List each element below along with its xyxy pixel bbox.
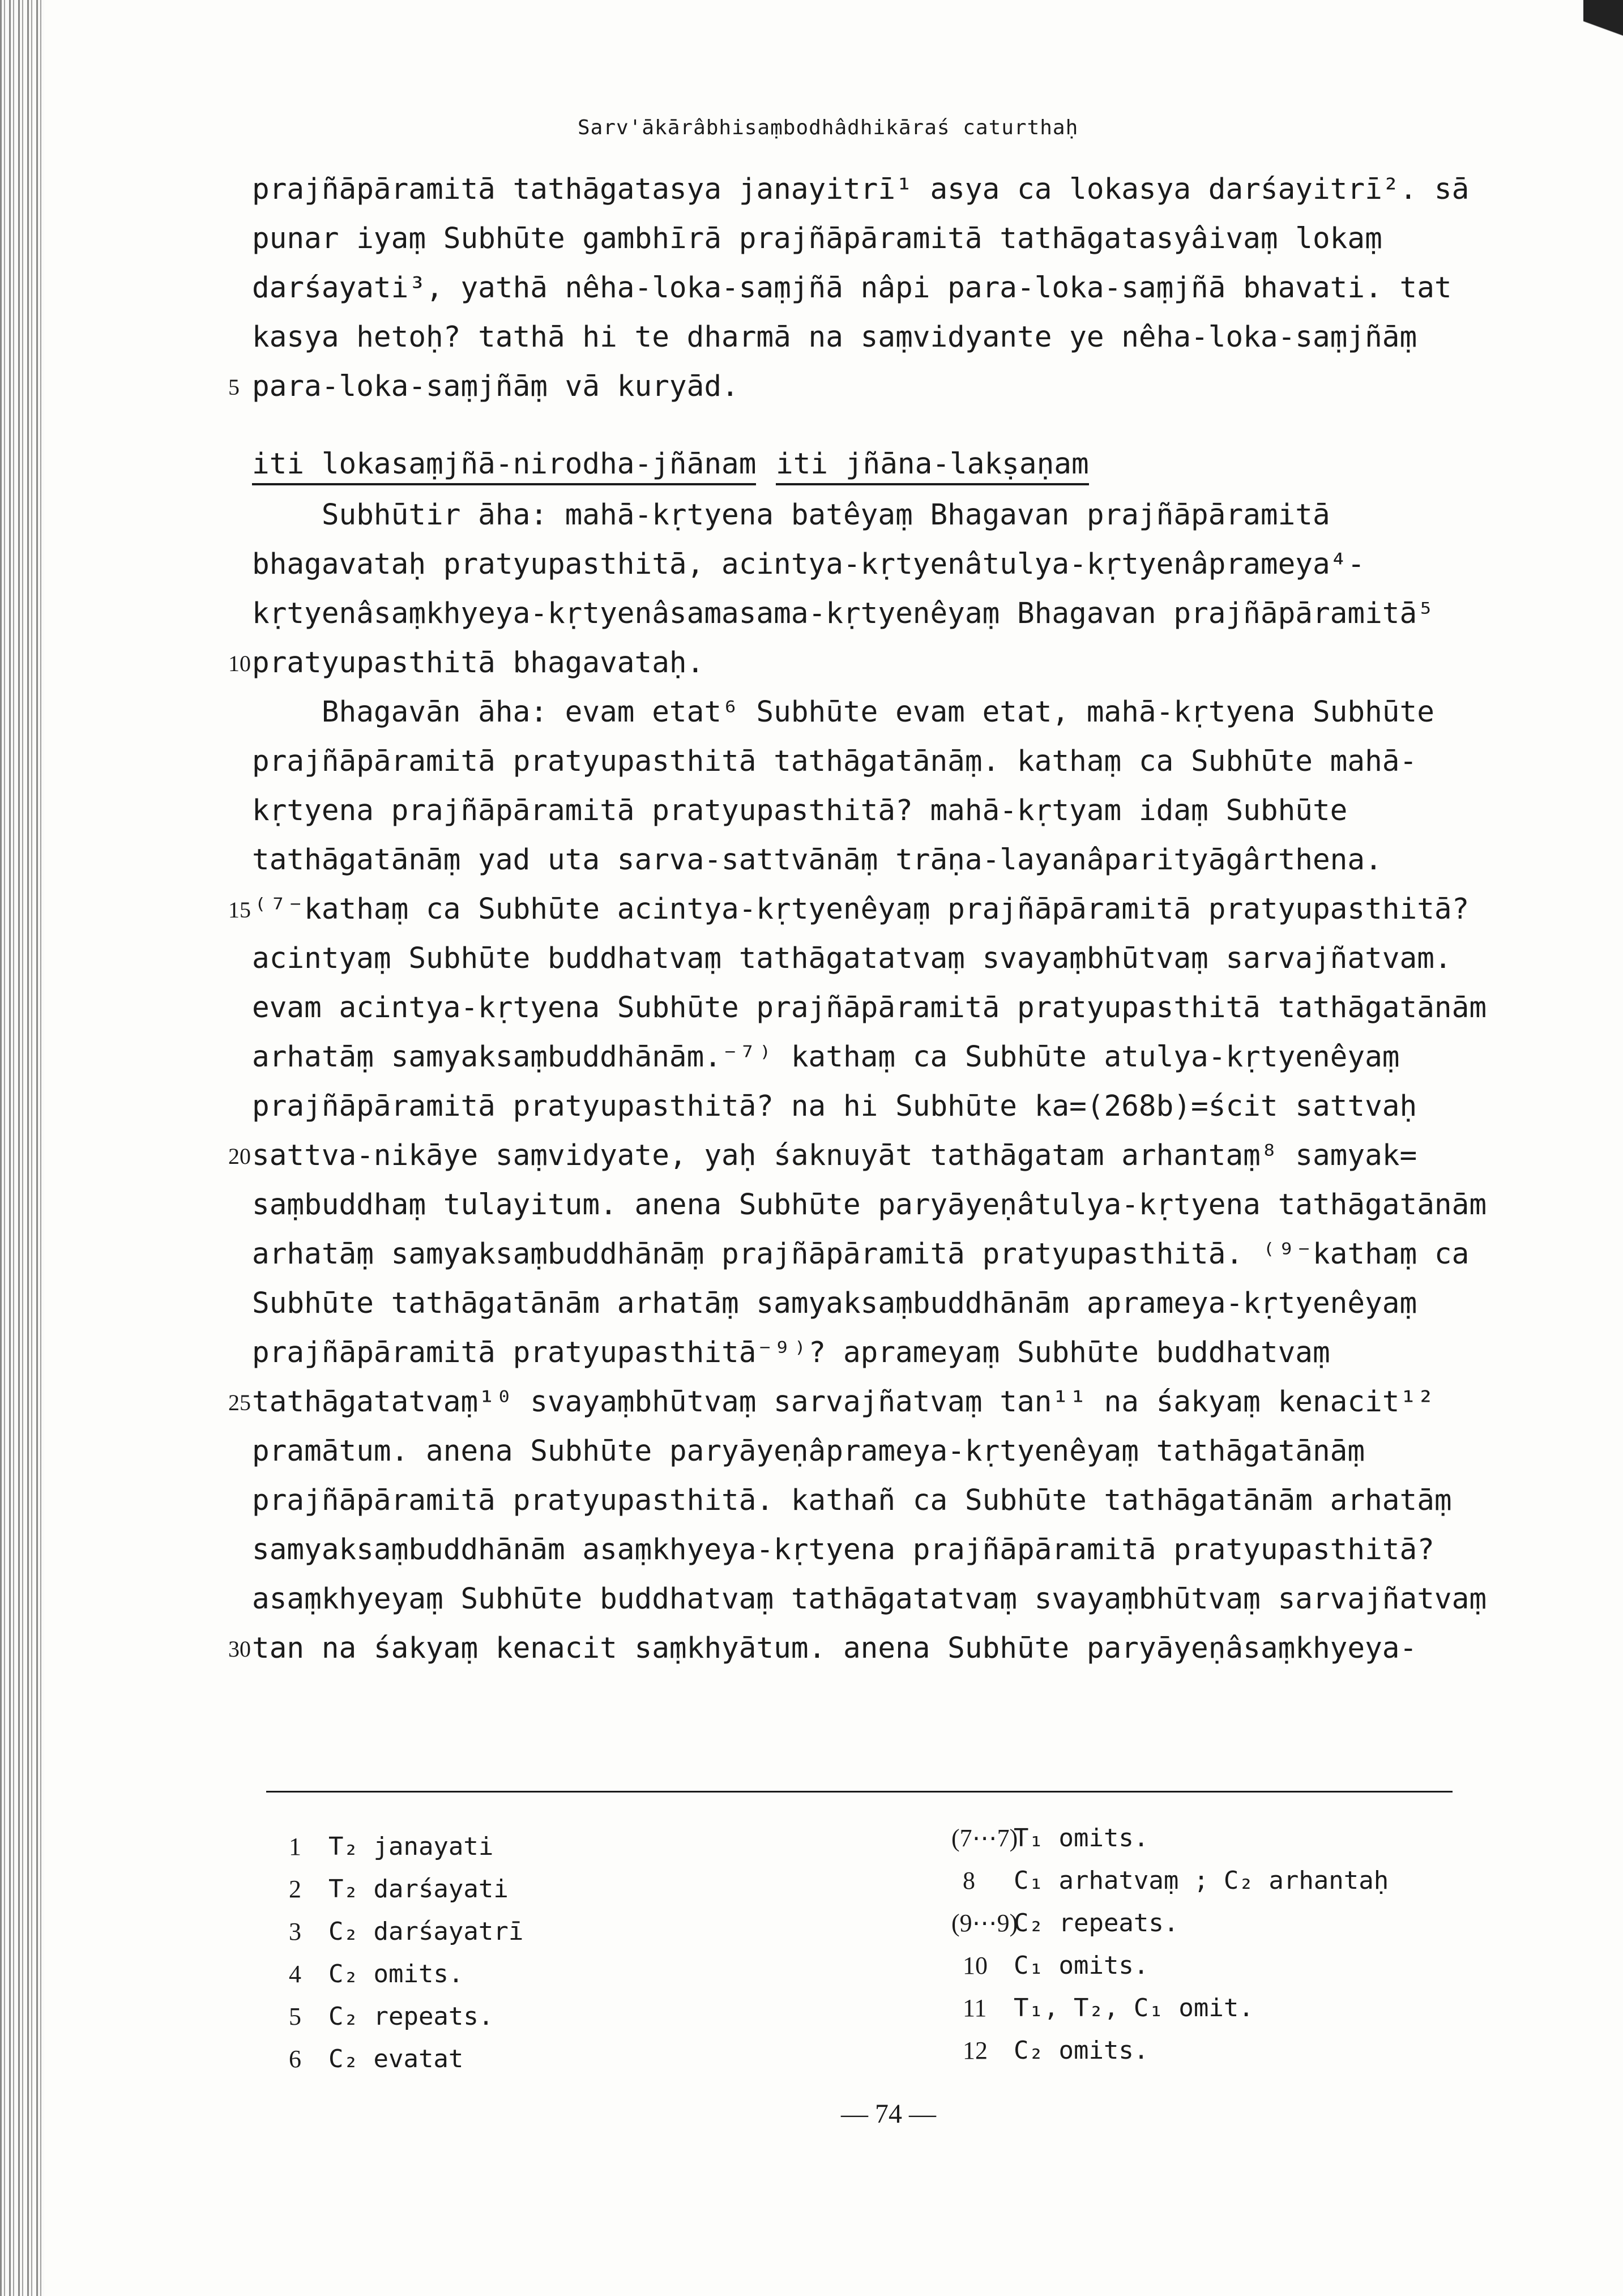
scan-corner-shadow (1583, 0, 1623, 74)
text-line: prajñāpāramitā pratyupasthitā tathāgatānāṃ. kathaṃ ca Subhūte mahā- (252, 745, 1417, 778)
text-line: Subhūte tathāgatānām arhatāṃ samyaksaṃbuddhānām aprameya-kṛtyenêyaṃ (252, 1287, 1417, 1320)
text-line: prajñāpāramitā pratyupasthitā? na hi Subhūte ka=(268b)=ścit sattvaḥ (252, 1090, 1417, 1123)
line-number: 30 (228, 1636, 251, 1662)
footnote: 8 C₁ arhatvaṃ ; C₂ arhantaḥ (963, 1866, 1389, 1895)
page-number: — 74 — (841, 2099, 936, 2129)
text-line: samyaksaṃbuddhānām asaṃkhyeya-kṛtyena prajñāpāramitā pratyupasthitā? (252, 1533, 1434, 1567)
footnote: 5 C₂ repeats. (289, 2002, 494, 2031)
text-line: Bhagavān āha: evam etat⁶ Subhūte evam etat, mahā-kṛtyena Subhūte (252, 695, 1434, 729)
footnote: 4 C₂ omits. (289, 1960, 464, 1988)
text-line: pramātum. anena Subhūte paryāyeṇâprameya-kṛtyenêyaṃ tathāgatānāṃ (252, 1435, 1365, 1468)
line-number: 5 (228, 374, 240, 400)
section-heading: iti jñāna-lakṣaṇam (776, 447, 1089, 485)
text-line: Subhūtir āha: mahā-kṛtyena batêyaṃ Bhagavan prajñāpāramitā (252, 498, 1330, 532)
text-line: bhagavataḥ pratyupasthitā, acintya-kṛtyenâtulya-kṛtyenâprameya⁴- (252, 548, 1365, 581)
text-line: prajñāpāramitā pratyupasthitā⁻⁹⁾? aprameyaṃ Subhūte buddhatvaṃ (252, 1336, 1330, 1369)
text-line: kasya hetoḥ? tathā hi te dharmā na saṃvidyante ye nêha-loka-saṃjñāṃ (252, 321, 1417, 354)
footnote: 1 T₂ janayati (289, 1832, 494, 1861)
footnote: 3 C₂ darśayatrī (289, 1917, 524, 1946)
footnote: 10 C₁ omits. (963, 1951, 1149, 1980)
text-line: saṃbuddhaṃ tulayitum. anena Subhūte paryāyeṇâtulya-kṛtyena tathāgatānām (252, 1188, 1487, 1222)
running-header: Sarv'ākārâbhisaṃbodhâdhikāraś caturthaḥ (578, 116, 1079, 139)
line-number: 15 (228, 897, 251, 923)
text-line: tathāgatānāṃ yad uta sarva-sattvānāṃ trāṇa-layanâparityāgârthena. (252, 843, 1382, 877)
footnote: 12 C₂ omits. (963, 2036, 1149, 2065)
text-line: arhatāṃ samyaksaṃbuddhānām.⁻⁷⁾ kathaṃ ca Subhūte atulya-kṛtyenêyaṃ (252, 1040, 1400, 1074)
text-line: pratyupasthitā bhagavataḥ. (252, 646, 704, 680)
text-line: punar iyaṃ Subhūte gambhīrā prajñāpāramitā tathāgatasyâivaṃ lokaṃ (252, 222, 1382, 255)
text-line: evam acintya-kṛtyena Subhūte prajñāpāramitā pratyupasthitā tathāgatānām (252, 991, 1487, 1025)
text-line: kṛtyenâsaṃkhyeya-kṛtyenâsamasama-kṛtyenêyaṃ Bhagavan prajñāpāramitā⁵ (252, 597, 1434, 630)
section-heading: iti lokasaṃjñā-nirodha-jñānam (252, 447, 756, 485)
text-line: para-loka-saṃjñāṃ vā kuryād. (252, 370, 739, 403)
text-line: tan na śakyaṃ kenacit saṃkhyātum. anena Subhūte paryāyeṇâsaṃkhyeya- (252, 1632, 1417, 1665)
text-line: kṛtyena prajñāpāramitā pratyupasthitā? mahā-kṛtyam idaṃ Subhūte (252, 794, 1348, 827)
text-line: prajñāpāramitā tathāgatasya janayitrī¹ asya ca lokasya darśayitrī². sā (252, 173, 1470, 206)
footnote: 2 T₂ darśayati (289, 1875, 509, 1904)
text-line: prajñāpāramitā pratyupasthitā. kathañ ca Subhūte tathāgatānām arhatāṃ (252, 1484, 1452, 1517)
text-line: tathāgatatvaṃ¹⁰ svayaṃbhūtvaṃ sarvajñatvaṃ tan¹¹ na śakyaṃ kenacit¹² (252, 1385, 1434, 1419)
text-line: darśayati³, yathā nêha-loka-saṃjñā nâpi para-loka-saṃjñā bhavati. tat (252, 271, 1452, 305)
text-line: arhatāṃ samyaksaṃbuddhānāṃ prajñāpāramitā pratyupasthitā. ⁽⁹⁻kathaṃ ca (252, 1237, 1470, 1271)
text-line: acintyaṃ Subhūte buddhatvaṃ tathāgatatvaṃ svayaṃbhūtvaṃ sarvajñatvam. (252, 942, 1452, 975)
line-number: 25 (228, 1390, 251, 1415)
footnote-rule (266, 1791, 1453, 1793)
text-line: sattva-nikāye saṃvidyate, yaḥ śaknuyāt tathāgatam arhantaṃ⁸ samyak= (252, 1139, 1417, 1172)
text-line: asaṃkhyeyaṃ Subhūte buddhatvaṃ tathāgatatvaṃ svayaṃbhūtvaṃ sarvajñatvaṃ (252, 1582, 1487, 1616)
scan-binding-edge (0, 0, 44, 2296)
footnote: 11 T₁, T₂, C₁ omit. (963, 1994, 1254, 2022)
text-line: ⁽⁷⁻kathaṃ ca Subhūte acintya-kṛtyenêyaṃ prajñāpāramitā pratyupasthitā? (252, 893, 1470, 926)
footnote: (9⋯9)C₂ repeats. (951, 1909, 1179, 1937)
footnote: (7⋯7)T₁ omits. (951, 1824, 1149, 1853)
footnote: 6 C₂ evatat (289, 2045, 464, 2073)
line-number: 20 (228, 1143, 251, 1169)
line-number: 10 (228, 651, 251, 676)
